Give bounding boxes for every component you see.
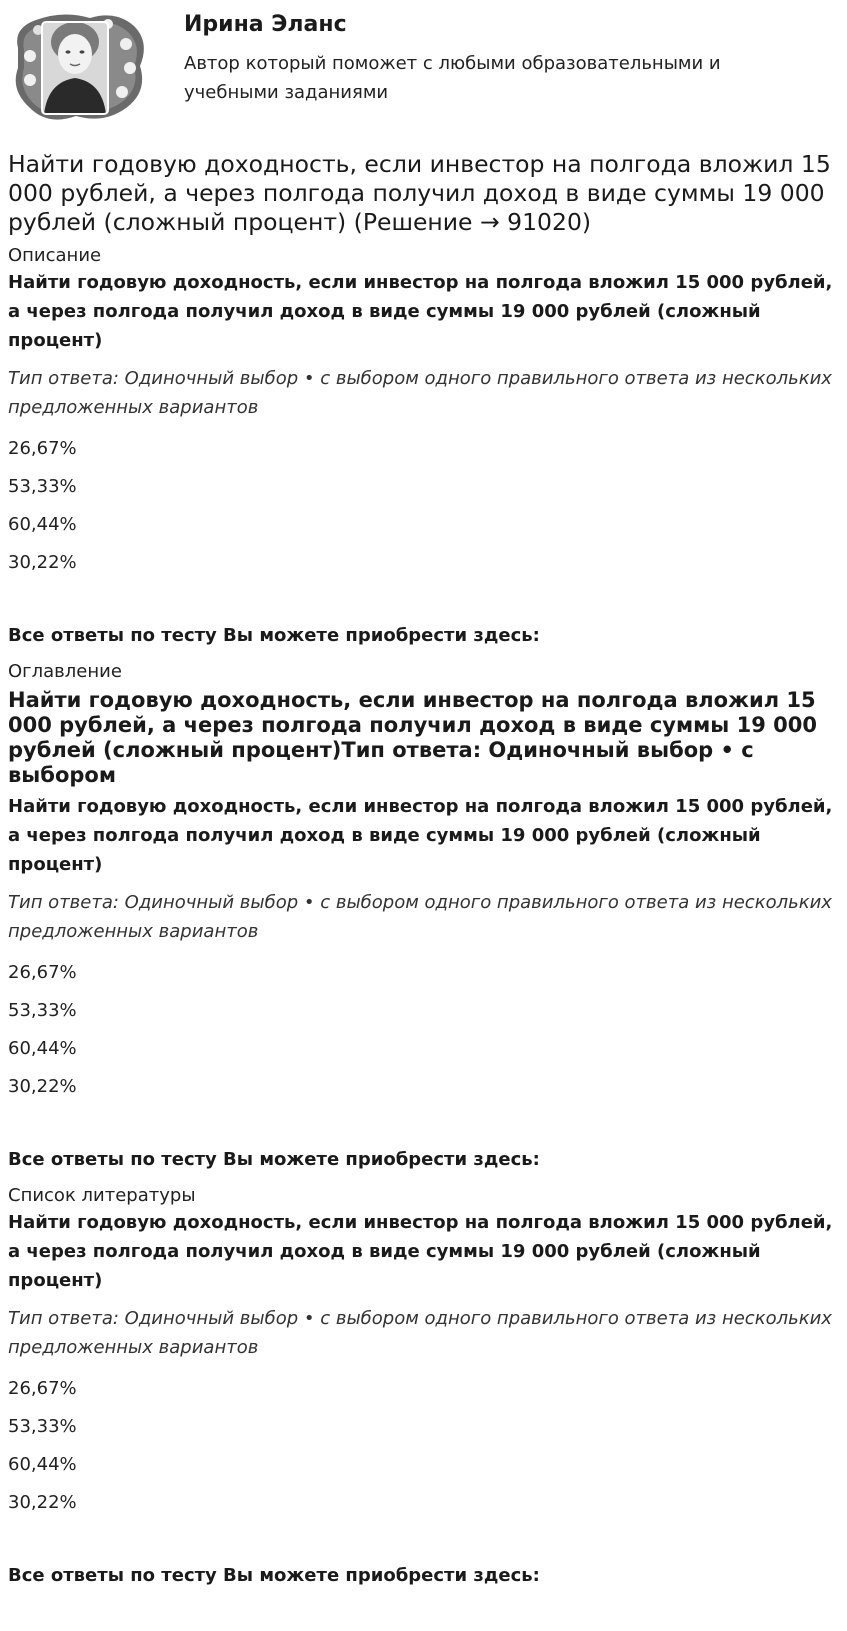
section-label-description: Описание [8,245,102,266]
answer-option: 53,33% [8,1000,77,1021]
question-text: Найти годовую доходность, если инвестор на полгода вложил 15 000 рублей, а через полгода получил доход в виде суммы 19 000 рублей (сложный процент) [8,1212,833,1291]
answer-options [8,1370,838,1522]
answer-option: 26,67% [8,1378,77,1399]
author-card [0,0,847,130]
answer-option: 30,22% [8,1076,77,1097]
buy-answers-text: Все ответы по тесту Вы можете приобрести здесь: [8,625,540,646]
answer-option: 53,33% [8,1416,77,1437]
answer-type: Тип ответа: Одиночный выбор • с выбором одного правильного ответа из нескольких предложенных вариантов [8,1308,832,1358]
toc-heading: Найти годовую доходность, если инвестор на полгода вложил 15 000 рублей, а через полгода получил доход в виде суммы 19 000 рублей (сложный процент)Тип ответа: Одиночный выбор • с выбором [8,688,817,787]
answer-option: 30,22% [8,1492,77,1513]
page-title: Найти годовую доходность, если инвестор на полгода вложил 15 000 рублей, а через полгода получил доход в виде суммы 19 000 рублей (сложный процент) (Решение → 91020) [8,150,831,236]
main-content [8,244,838,1600]
answer-option: 53,33% [8,476,77,497]
answer-option: 60,44% [8,514,77,535]
literature-section [8,1184,838,1588]
answer-type: Тип ответа: Одиночный выбор • с выбором одного правильного ответа из нескольких предложенных вариантов [8,368,832,418]
description-section [8,244,838,648]
answer-option: 26,67% [8,438,77,459]
answer-option: 30,22% [8,552,77,573]
author-name[interactable]: Ирина Эланс [184,12,347,37]
buy-answers-text: Все ответы по тесту Вы можете приобрести здесь: [8,1565,540,1586]
answer-option: 60,44% [8,1038,77,1059]
answer-options [8,430,838,582]
answer-option: 26,67% [8,962,77,983]
question-text: Найти годовую доходность, если инвестор на полгода вложил 15 000 рублей, а через полгода получил доход в виде суммы 19 000 рублей (сложный процент) [8,272,833,351]
author-avatar[interactable] [8,8,150,126]
answer-options [8,954,838,1106]
section-label-toc: Оглавление [8,661,122,682]
answer-type: Тип ответа: Одиночный выбор • с выбором одного правильного ответа из нескольких предложенных вариантов [8,892,832,942]
portrait-photo [42,22,108,114]
question-text: Найти годовую доходность, если инвестор на полгода вложил 15 000 рублей, а через полгода получил доход в виде суммы 19 000 рублей (сложный процент) [8,796,833,875]
section-label-literature: Список литературы [8,1185,196,1206]
toc-section [8,660,838,1172]
buy-answers-text: Все ответы по тесту Вы можете приобрести здесь: [8,1149,540,1170]
author-description: Автор который поможет с любыми образовательными и учебными заданиями [184,53,721,103]
answer-option: 60,44% [8,1454,77,1475]
